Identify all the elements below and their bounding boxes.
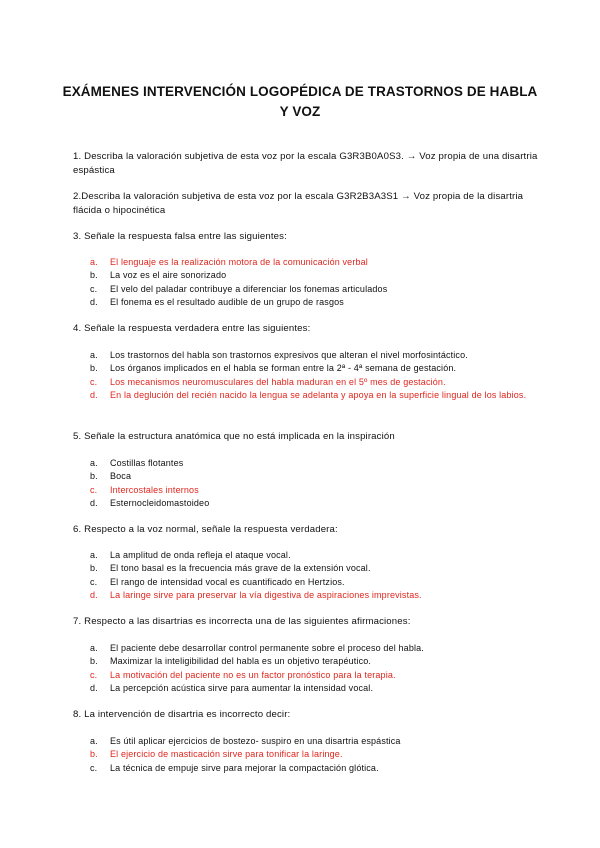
option-letter: a. [90, 257, 98, 267]
option-text: La percepción acústica sirve para aumentar la intensidad vocal. [110, 682, 374, 693]
question-6-option-d [0, 589, 600, 602]
option-letter: b. [90, 656, 98, 667]
question-8-option-a [0, 735, 600, 748]
option-letter: b. [90, 363, 98, 374]
option-text: El lenguaje es la realización motora de la comunicación verbal [110, 257, 368, 267]
question-6-option-c [0, 576, 600, 589]
option-letter: c. [90, 762, 98, 773]
question-3-option-a [0, 256, 600, 269]
question-4-option-d [0, 389, 600, 402]
option-letter: a. [90, 458, 98, 468]
option-letter: d. [90, 389, 98, 400]
question-5: 5. Señale la estructura anatómica que no está implicada en la inspiración [73, 431, 395, 442]
option-text: La laringe sirve para preservar la vía digestiva de aspiraciones imprevistas. [110, 589, 422, 600]
option-letter: c. [90, 283, 98, 294]
question-8: 8. La intervención de disartria es incorrecto decir: [73, 709, 291, 720]
option-text: Los trastornos del habla son trastornos expresivos que alteran el nivel morfosintáctico. [110, 350, 468, 360]
question-7-options [0, 642, 600, 695]
option-text: Esternocleidomastoideo [110, 497, 210, 508]
question-5-option-b [0, 470, 600, 483]
question-3-option-b [0, 269, 600, 282]
question-6-option-b [0, 562, 600, 575]
option-letter: c. [90, 484, 98, 495]
option-text: La amplitud de onda refleja el ataque vocal. [110, 550, 291, 560]
option-letter: c. [90, 576, 98, 587]
question-8-option-b [0, 748, 600, 761]
option-text: Los mecanismos neuromusculares del habla maduran en el 5º mes de gestación. [110, 376, 446, 387]
question-4: 4. Señale la respuesta verdadera entre las siguientes: [73, 323, 311, 334]
option-letter: d. [90, 589, 98, 600]
option-text: El velo del paladar contribuye a diferenciar los fonemas articulados [110, 283, 388, 294]
question-4-option-b [0, 362, 600, 375]
question-8-options [0, 735, 600, 775]
question-7-option-a [0, 642, 600, 655]
document-title: EXÁMENES INTERVENCIÓN LOGOPÉDICA DE TRASTORNOS DE HABLA Y VOZ [62, 84, 538, 119]
option-letter: c. [90, 669, 98, 680]
option-letter: d. [90, 296, 98, 307]
option-text: La voz es el aire sonorizado [110, 270, 227, 281]
question-4-option-c [0, 376, 600, 389]
option-text: En la deglución del recién nacido la lengua se adelanta y apoya en la superficie lingual de los labios. [110, 389, 527, 400]
option-text: La motivación del paciente no es un factor pronóstico para la terapia. [110, 669, 396, 680]
option-text: Costillas flotantes [110, 458, 184, 468]
question-3-options [0, 256, 600, 309]
question-5-option-c [0, 484, 600, 497]
question-2: 2.Describa la valoración subjetiva de esta voz por la escala G3R2B3A3S1 → Voz propia de la disartria flácida o hipocinética [73, 191, 524, 216]
option-letter: b. [90, 563, 98, 574]
option-letter: a. [90, 550, 98, 560]
question-5-options [0, 457, 600, 510]
question-4-options [0, 349, 600, 402]
option-text: Los órganos implicados en el habla se forman entre la 2ª - 4ª semana de gestación. [110, 363, 457, 374]
question-7-option-b [0, 655, 600, 668]
option-text: Intercostales internos [110, 484, 199, 495]
question-8-option-c [0, 762, 600, 775]
option-text: La técnica de empuje sirve para mejorar la compactación glótica. [110, 762, 379, 773]
option-letter: c. [90, 376, 98, 387]
question-3: 3. Señale la respuesta falsa entre las siguientes: [73, 231, 287, 242]
question-7: 7. Respecto a las disartrias es incorrecta una de las siguientes afirmaciones: [73, 616, 411, 627]
option-letter: a. [90, 736, 98, 746]
question-3-option-c [0, 283, 600, 296]
option-text: El ejercicio de masticación sirve para tonificar la laringe. [110, 749, 343, 760]
option-text: Es útil aplicar ejercicios de bostezo- suspiro en una disartria espástica [110, 736, 401, 746]
option-letter: b. [90, 749, 98, 760]
question-4-option-a [0, 349, 600, 362]
option-letter: b. [90, 270, 98, 281]
question-5-option-a [0, 457, 600, 470]
option-text: El rango de intensidad vocal es cuantificado en Hertzios. [110, 576, 345, 587]
option-text: El tono basal es la frecuencia más grave de la extensión vocal. [110, 563, 371, 574]
option-letter: a. [90, 643, 98, 653]
question-7-option-d [0, 682, 600, 695]
option-text: Maximizar la inteligibilidad del habla es un objetivo terapéutico. [110, 656, 372, 667]
question-3-option-d [0, 296, 600, 309]
question-6: 6. Respecto a la voz normal, señale la respuesta verdadera: [73, 524, 338, 535]
question-5-option-d [0, 497, 600, 510]
question-7-option-c [0, 669, 600, 682]
option-letter: b. [90, 471, 98, 482]
option-letter: d. [90, 682, 98, 693]
question-6-option-a [0, 549, 600, 562]
option-text: El fonema es el resultado audible de un grupo de rasgos [110, 296, 344, 307]
option-letter: d. [90, 497, 98, 508]
question-6-options [0, 549, 600, 602]
question-1: 1. Describa la valoración subjetiva de esta voz por la escala G3R3B0A0S3. → Voz propia de una disartria espástica [73, 151, 538, 176]
option-letter: a. [90, 350, 98, 360]
option-text: Boca [110, 471, 132, 482]
option-text: El paciente debe desarrollar control permanente sobre el proceso del habla. [110, 643, 424, 653]
